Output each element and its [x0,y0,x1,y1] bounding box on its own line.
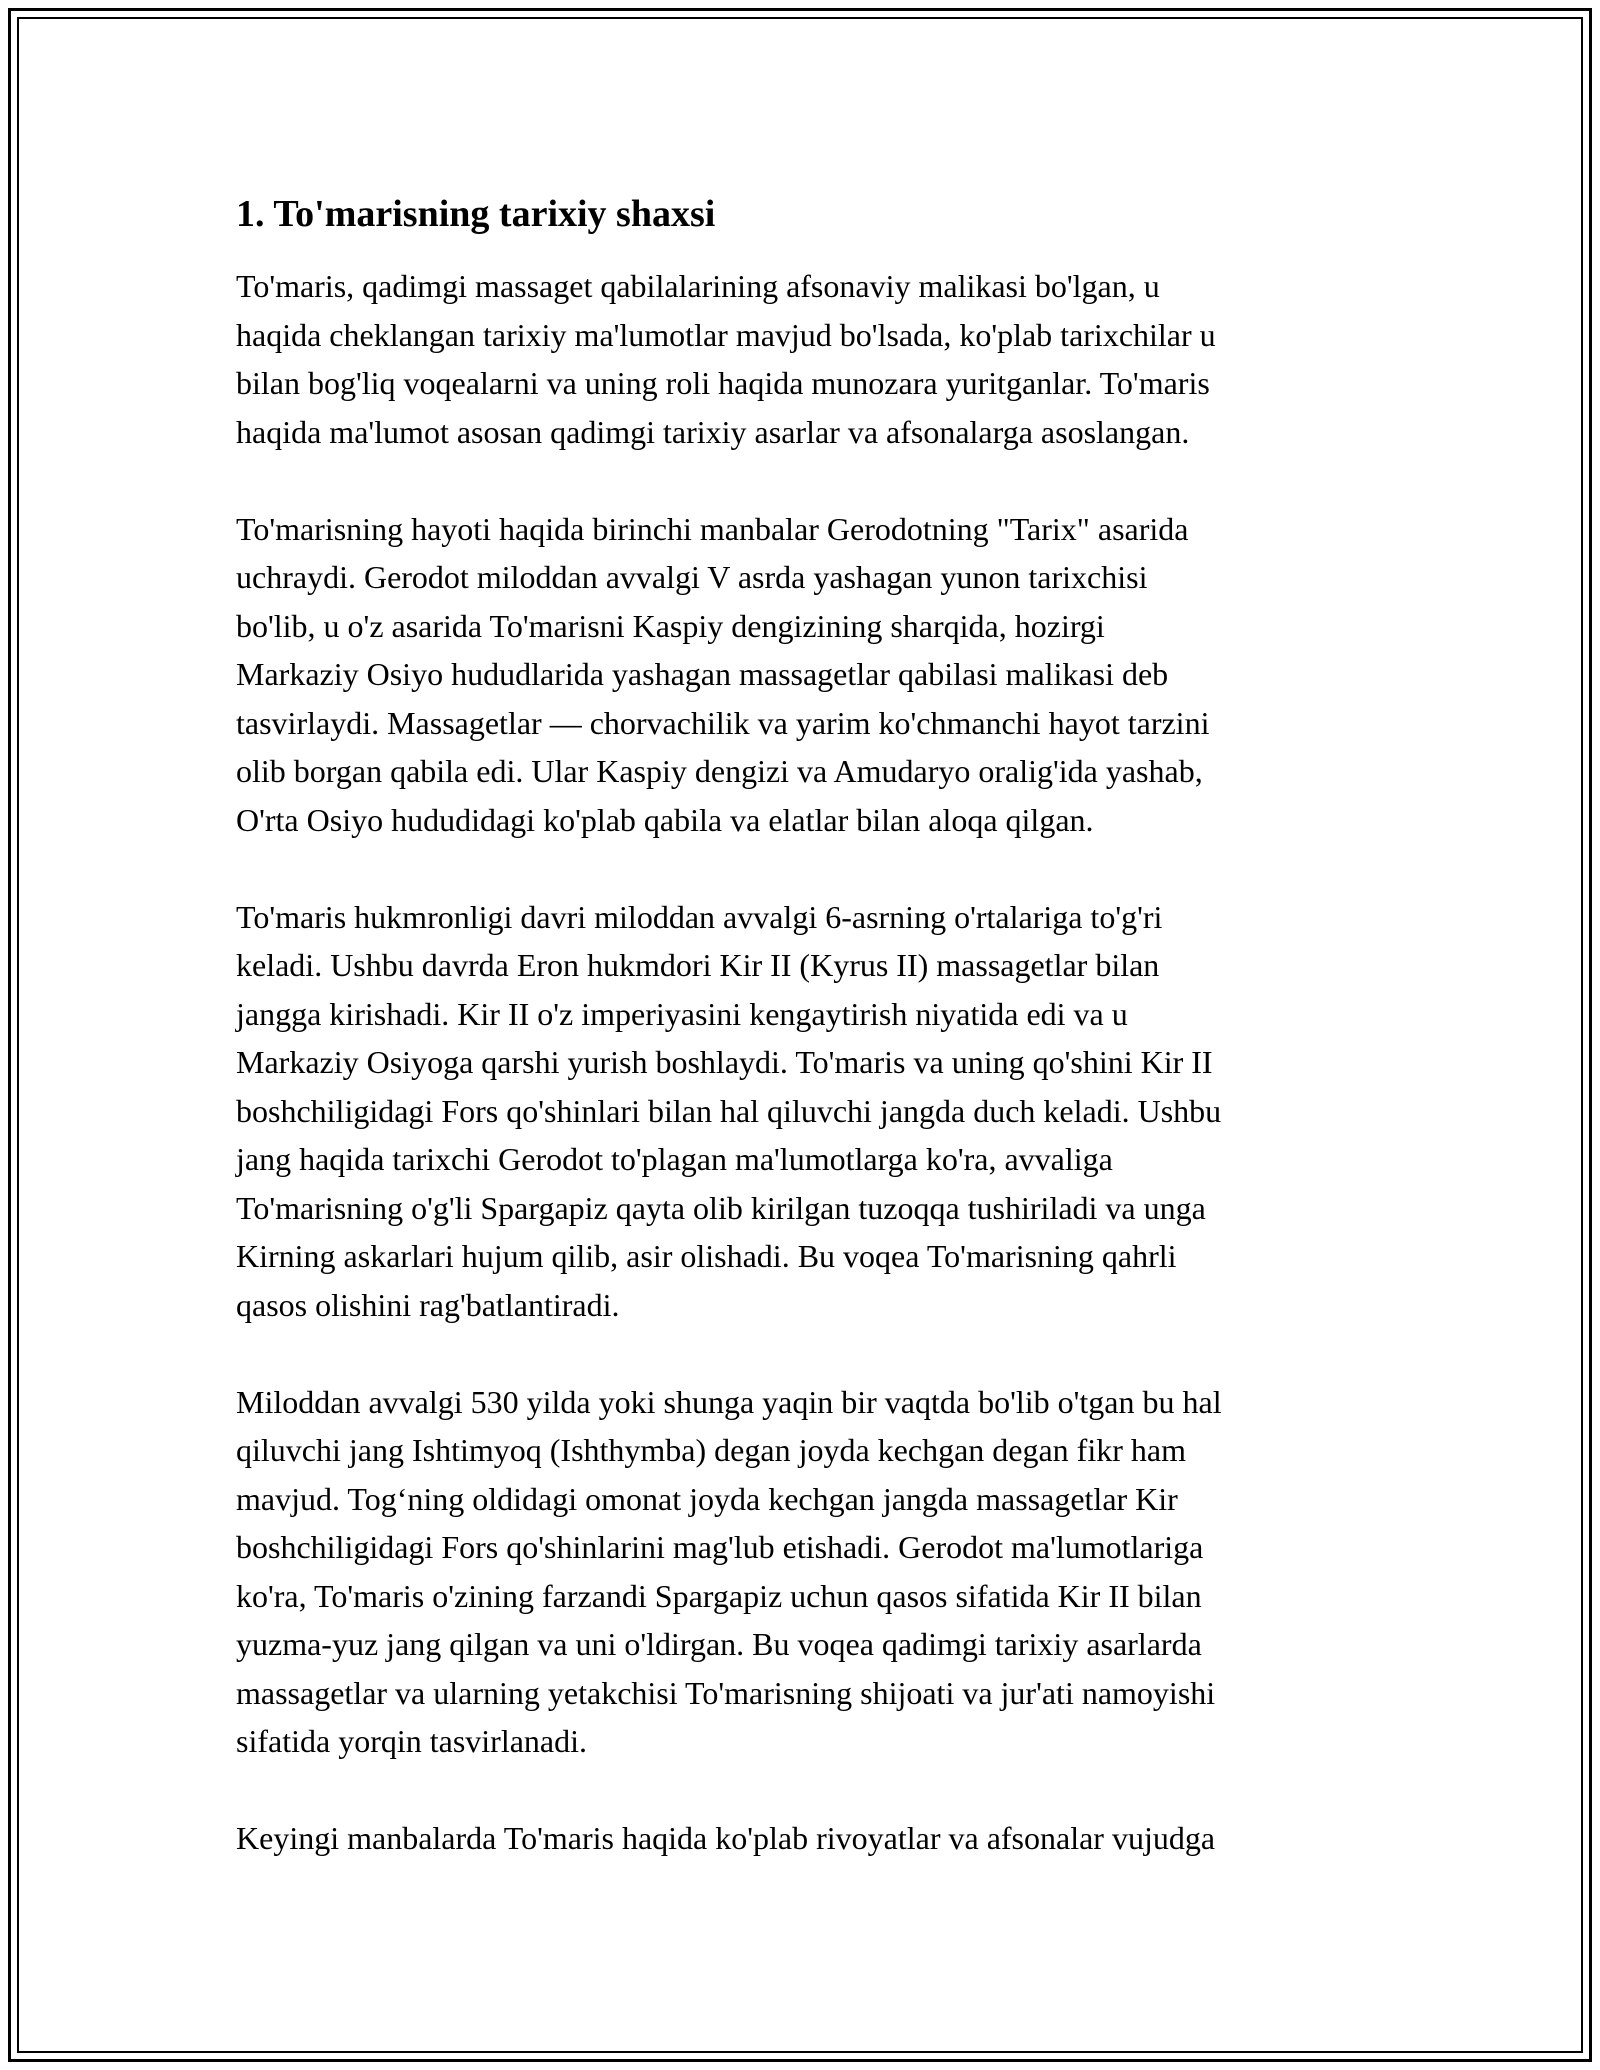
document-body [236,190,1376,1911]
section-heading: 1. To'marisning tarixiy shaxsi [236,193,716,235]
paragraph-2: To'marisning hayoti haqida birinchi manbalar Gerodotning "Tarix" asarida uchraydi. Gerodot miloddan avvalgi V asrda yashagan yunon tarixchisi bo'lib, u o'z asarida To'marisni Kaspiy dengizining sharqida, hozirgi Markaziy Osiyo hududlarida yashagan massagetlar qabilasi malikasi deb tasvirlaydi. Massagetlar — chorvachilik va yarim ko'chmanchi hayot tarzini olib borgan qabila edi. Ular Kaspiy dengizi va Amudaryo oralig'ida yashab, O'rta Osiyo hududidagi ko'plab qabila va elatlar bilan aloqa qilgan. [236,510,1210,838]
paragraph-5: Keyingi manbalarda To'maris haqida ko'plab rivoyatlar va afsonalar vujudga [236,1820,1216,1856]
paragraph-3: To'maris hukmronligi davri miloddan avvalgi 6-asrning o'rtalariga to'g'ri keladi. Ushbu davrda Eron hukmdori Kir II (Kyrus II) massagetlar bilan jangga kirishadi. Kir II o'z imperiyasini kengaytirish niyatida edi va u Markaziy Osiyoga qarshi yurish boshlaydi. To'maris va uning qo'shini Kir II boshchiligidagi Fors qo'shinlari bilan hal qiluvchi jangda duch keladi. Ushbu jang haqida tarixchi Gerodot to'plagan ma'lumotlarga ko'ra, avvaliga To'marisning o'g'li Spargapiz qayta olib kirilgan tuzoqqa tushiriladi va unga Kirning askarlari hujum qilib, asir olishadi. Bu voqea To'marisning qahrli qasos olishini rag'batlantiradi. [236,898,1222,1323]
paragraph-1: To'maris, qadimgi massaget qabilalarining afsonaviy malikasi bo'lgan, u haqida cheklangan tarixiy ma'lumotlar mavjud bo'lsada, ko'plab tarixchilar u bilan bog'liq voqealarni va uning roli haqida munozara yuritganlar. To'maris haqida ma'lumot asosan qadimgi tarixiy asarlar va afsonalarga asoslangan. [236,268,1216,450]
paragraph-4: Miloddan avvalgi 530 yilda yoki shunga yaqin bir vaqtda bo'lib o'tgan bu hal qiluvchi jang Ishtimyoq (Ishthymba) degan joyda kechgan degan fikr ham mavjud. Tog‘ning oldidagi omonat joyda kechgan jangda massagetlar Kir boshchiligidagi Fors qo'shinlarini mag'lub etishadi. Gerodot ma'lumotlariga ko'ra, To'maris o'zining farzandi Spargapiz uchun qasos sifatida Kir II bilan yuzma-yuz jang qilgan va uni o'ldirgan. Bu voqea qadimgi tarixiy asarlarda massagetlar va ularning yetakchisi To'marisning shijoati va jur'ati namoyishi sifatida yorqin tasvirlanadi. [236,1383,1222,1759]
